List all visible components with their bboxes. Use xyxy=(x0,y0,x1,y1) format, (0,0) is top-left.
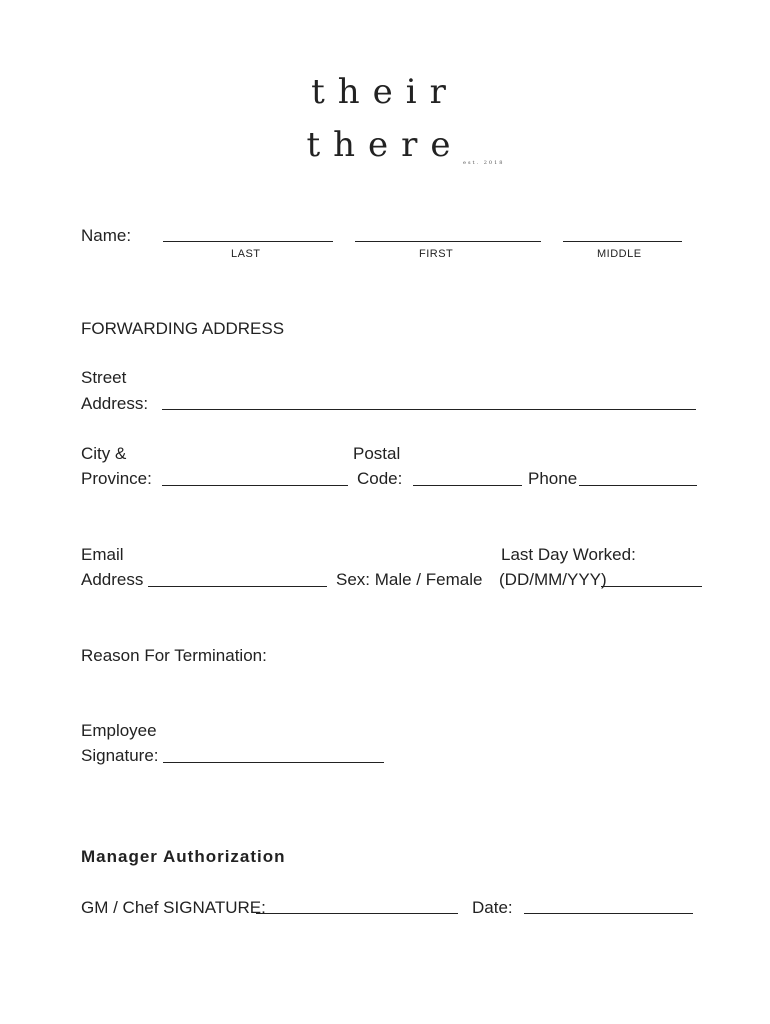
street-address-field[interactable] xyxy=(162,409,696,410)
name-label: Name: xyxy=(81,226,132,245)
manager-heading: Manager Authorization xyxy=(81,847,286,866)
street-label-2: Address: xyxy=(81,394,149,413)
date-field[interactable] xyxy=(524,913,693,914)
employee-signature-field[interactable] xyxy=(163,762,384,763)
phone-field[interactable] xyxy=(579,485,697,486)
phone-label: Phone xyxy=(528,469,578,488)
email-label-1: Email xyxy=(81,545,124,564)
postal-label-2: Code: xyxy=(357,469,403,488)
city-province-field[interactable] xyxy=(162,485,348,486)
sex-options[interactable]: Sex: Male / Female xyxy=(336,570,483,589)
last-day-label-2: (DD/MM/YYY) xyxy=(499,570,607,589)
postal-code-field[interactable] xyxy=(413,485,522,486)
logo-their: their xyxy=(311,72,459,112)
city-label-2: Province: xyxy=(81,469,152,488)
email-label-2: Address xyxy=(81,570,144,589)
logo-est: est. 2018 xyxy=(463,160,505,166)
gm-signature-field[interactable] xyxy=(256,913,458,914)
middle-name-field[interactable] xyxy=(563,241,682,242)
street-label-1: Street xyxy=(81,368,127,387)
employee-label-2: Signature: xyxy=(81,746,159,765)
city-label-1: City & xyxy=(81,444,127,463)
first-name-field[interactable] xyxy=(355,241,541,242)
postal-label-1: Postal xyxy=(353,444,401,463)
first-caption: FIRST xyxy=(419,248,454,260)
last-day-field[interactable] xyxy=(601,586,702,587)
last-day-label-1: Last Day Worked: xyxy=(501,545,636,564)
date-label: Date: xyxy=(472,898,513,917)
email-address-field[interactable] xyxy=(148,586,327,587)
forwarding-heading: FORWARDING ADDRESS xyxy=(81,319,285,338)
logo-there: there xyxy=(306,125,464,165)
last-caption: LAST xyxy=(231,248,261,260)
gm-signature-label: GM / Chef SIGNATURE: xyxy=(81,898,266,917)
last-name-field[interactable] xyxy=(163,241,333,242)
reason-label: Reason For Termination: xyxy=(81,646,267,665)
middle-caption: MIDDLE xyxy=(597,248,642,260)
employee-label-1: Employee xyxy=(81,721,157,740)
